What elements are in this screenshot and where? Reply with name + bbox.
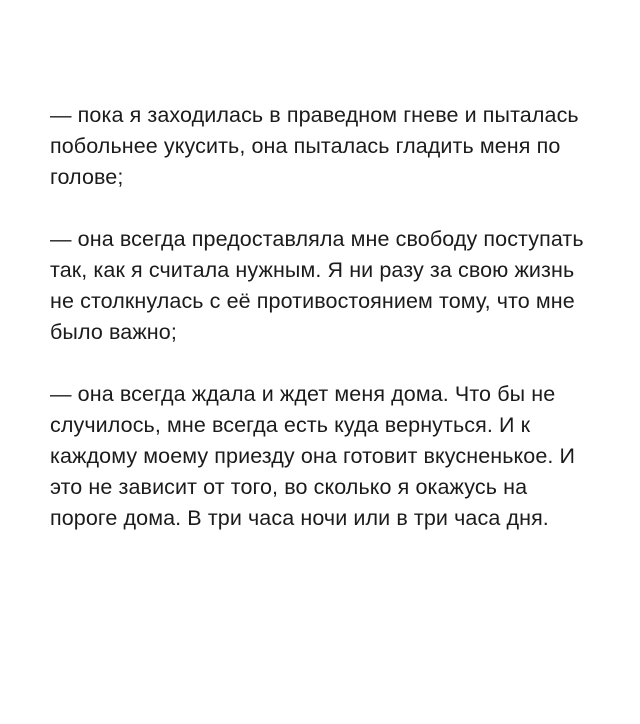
paragraph-2: — она всегда предоставляла мне свободу поступать так, как я считала нужным. Я ни разу за свою жизнь не столкнулась с её противостоянием тому, что мне было важно;	[50, 227, 590, 344]
paragraph-1: — пока я заходилась в праведном гневе и пыталась побольнее укусить, она пыталась гладить меня по голове;	[50, 103, 585, 189]
document-text-body	[50, 100, 598, 534]
paragraph-3: — она всегда ждала и ждет меня дома. Что бы не случилось, мне всегда есть куда вернуться. И к каждому моему приезду она готовит вкусненькое. И это не зависит от того, во сколько я окажусь на пороге дома. В три часа ночи или в три часа дня.	[50, 382, 582, 530]
